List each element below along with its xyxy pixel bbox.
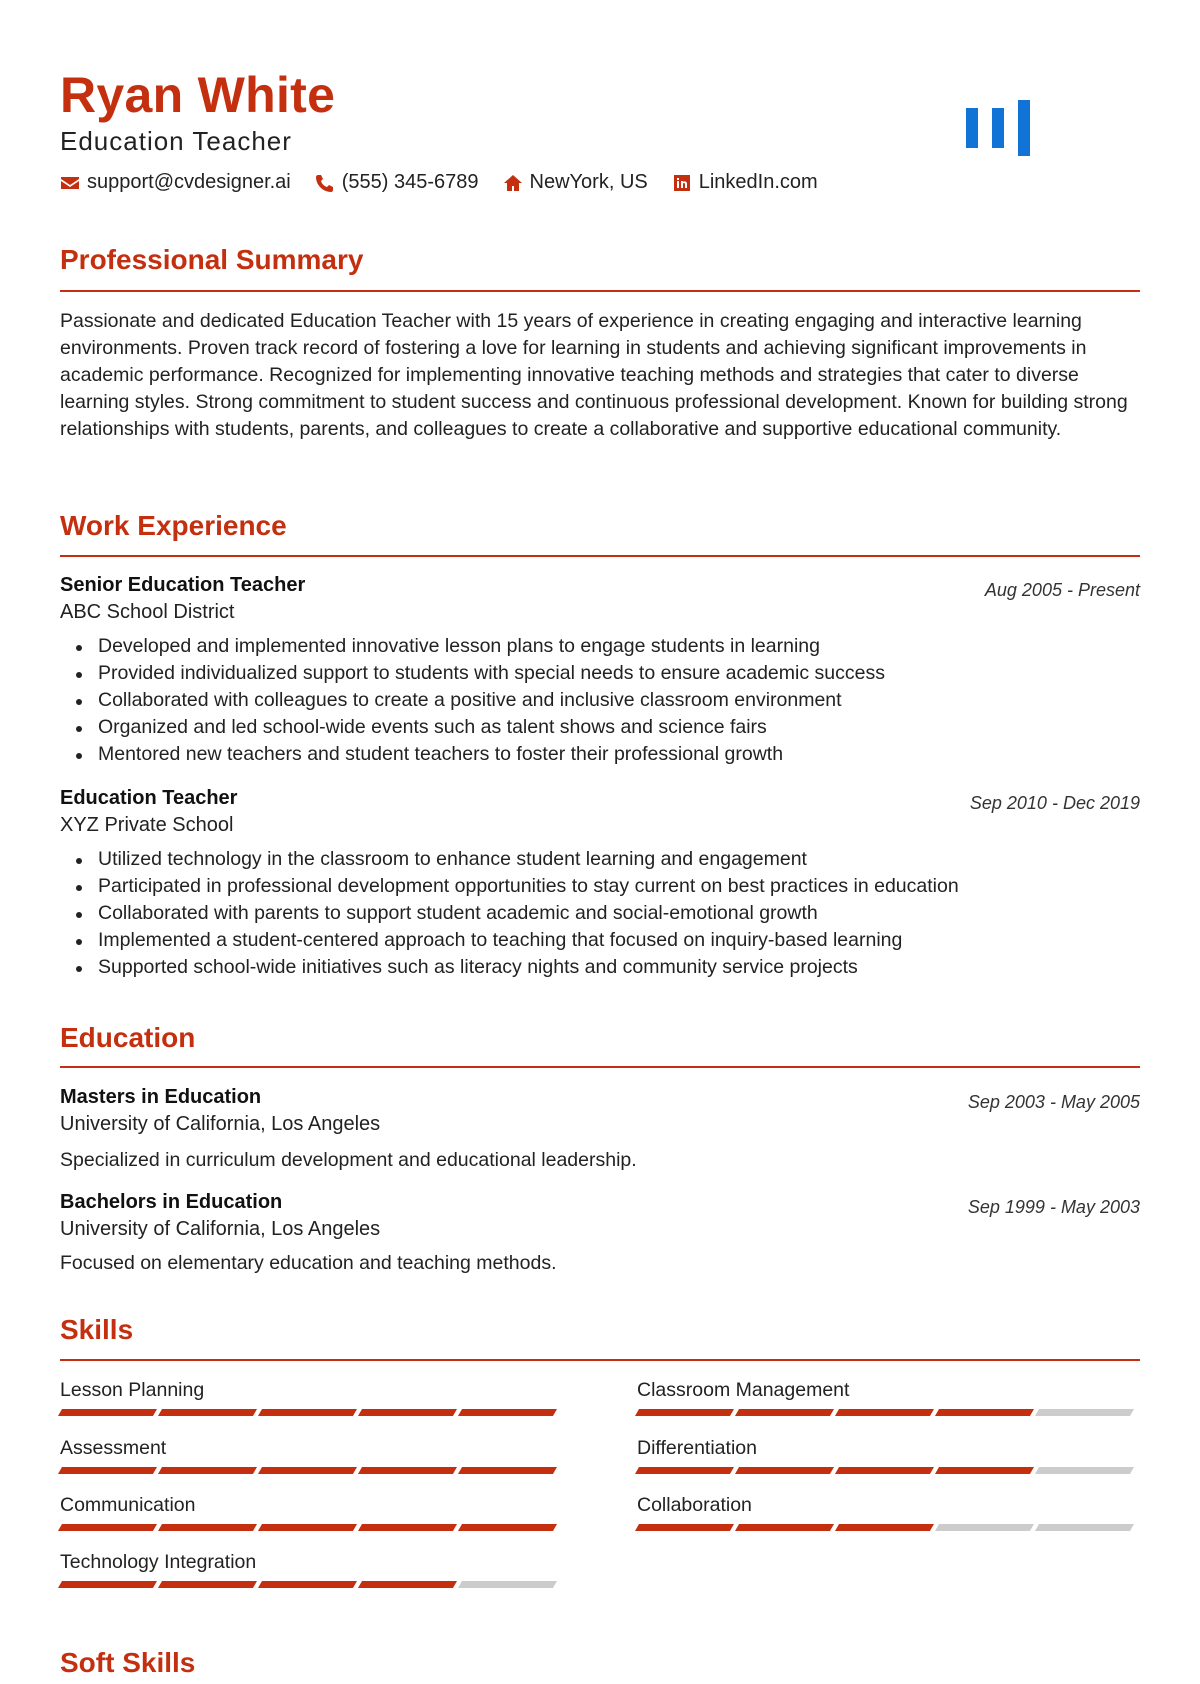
contact-phone-text: (555) 345-6789 [341, 171, 479, 193]
list-item: Participated in professional development opportunities to stay current on best practices in education [98, 873, 959, 900]
skill-segment-filled [58, 1409, 157, 1416]
skill-item [60, 1492, 560, 1531]
skill-segment-filled [735, 1524, 834, 1531]
phone-icon [315, 173, 335, 193]
degree-date: Sep 1999 - May 2003 [967, 1197, 1140, 1217]
home-icon [503, 173, 523, 193]
list-item: Provided individualized support to students with special needs to ensure academic success [98, 660, 885, 687]
linkedin-icon [672, 173, 692, 193]
skill-segment-filled [458, 1524, 557, 1531]
list-item: Utilized technology in the classroom to enhance student learning and engagement [98, 846, 959, 873]
skill-level-bar [60, 1467, 560, 1474]
list-item: Organized and led school-wide events such as talent shows and science fairs [98, 714, 885, 741]
skill-level-bar [637, 1524, 1137, 1531]
degree-school: University of California, Los Angeles [60, 1113, 381, 1135]
skill-segment-filled [258, 1581, 357, 1588]
skill-segment-filled [358, 1409, 457, 1416]
skills-heading: Skills [60, 1314, 134, 1345]
skill-segment-empty [1035, 1467, 1134, 1474]
skill-segment-filled [358, 1524, 457, 1531]
skill-segment-filled [58, 1581, 157, 1588]
job-title: Senior Education Teacher [60, 574, 306, 596]
job-date: Aug 2005 - Present [984, 580, 1140, 600]
education-divider [60, 1066, 1140, 1068]
job-date: Sep 2010 - Dec 2019 [969, 793, 1140, 813]
skill-segment-filled [635, 1409, 734, 1416]
skill-segment-filled [158, 1467, 257, 1474]
experience-heading: Work Experience [60, 510, 287, 541]
skill-segment-filled [635, 1467, 734, 1474]
list-item: Mentored new teachers and student teachers to foster their professional growth [98, 741, 885, 768]
contact-linkedin-text: LinkedIn.com [698, 171, 818, 193]
skill-segment-filled [835, 1467, 934, 1474]
job-org: ABC School District [60, 601, 235, 623]
job-org: XYZ Private School [60, 814, 234, 836]
candidate-title: Education Teacher [60, 126, 292, 156]
resume-header [60, 0, 1140, 200]
skill-name: Lesson Planning [60, 1379, 205, 1401]
skills-divider [60, 1359, 1140, 1361]
skill-segment-filled [258, 1409, 357, 1416]
skill-segment-filled [735, 1409, 834, 1416]
skill-segment-empty [458, 1581, 557, 1588]
skill-segment-filled [735, 1467, 834, 1474]
soft-skills-heading: Soft Skills [60, 1647, 196, 1678]
skill-segment-empty [935, 1524, 1034, 1531]
list-item: Supported school-wide initiatives such as literacy nights and community service projects [98, 954, 959, 981]
skill-item [60, 1549, 560, 1588]
degree-description: Focused on elementary education and teaching methods. [60, 1252, 557, 1274]
skill-name: Collaboration [637, 1494, 752, 1516]
job-bullet-list [98, 633, 885, 768]
experience-divider [60, 555, 1140, 557]
skill-segment-filled [158, 1524, 257, 1531]
skill-level-bar [60, 1581, 560, 1588]
contact-list [60, 171, 842, 194]
candidate-name: Ryan White [60, 67, 336, 123]
skill-name: Differentiation [637, 1437, 757, 1459]
skill-segment-filled [158, 1581, 257, 1588]
skill-segment-filled [258, 1467, 357, 1474]
skill-name: Classroom Management [637, 1379, 850, 1401]
contact-location-text: NewYork, US [529, 171, 648, 193]
contact-location[interactable] [503, 171, 648, 194]
envelope-icon [60, 173, 80, 193]
skill-segment-filled [935, 1409, 1034, 1416]
logo-bars-icon [963, 100, 1035, 162]
skill-segment-filled [58, 1524, 157, 1531]
job-title: Education Teacher [60, 787, 238, 809]
skill-segment-filled [835, 1524, 934, 1531]
skill-item [637, 1377, 1137, 1416]
contact-phone[interactable] [315, 171, 479, 194]
degree-date: Sep 2003 - May 2005 [967, 1092, 1140, 1112]
job-bullet-list [98, 846, 959, 981]
list-item: Collaborated with colleagues to create a positive and inclusive classroom environment [98, 687, 885, 714]
skill-segment-filled [458, 1467, 557, 1474]
degree-title: Masters in Education [60, 1086, 262, 1108]
skill-segment-filled [358, 1467, 457, 1474]
skill-segment-filled [258, 1524, 357, 1531]
contact-email[interactable] [60, 171, 291, 194]
degree-title: Bachelors in Education [60, 1191, 283, 1213]
skill-item [637, 1492, 1137, 1531]
contact-linkedin[interactable] [672, 171, 818, 194]
skill-item [637, 1435, 1137, 1474]
skill-item [60, 1377, 560, 1416]
summary-divider [60, 290, 1140, 292]
skill-level-bar [637, 1409, 1137, 1416]
skill-item [60, 1435, 560, 1474]
summary-heading: Professional Summary [60, 244, 364, 275]
skill-segment-filled [635, 1524, 734, 1531]
skill-segment-filled [58, 1467, 157, 1474]
skill-level-bar [60, 1524, 560, 1531]
list-item: Collaborated with parents to support student academic and social-emotional growth [98, 900, 959, 927]
skill-segment-filled [935, 1467, 1034, 1474]
degree-school: University of California, Los Angeles [60, 1218, 381, 1240]
skill-name: Assessment [60, 1437, 167, 1459]
skill-segment-filled [158, 1409, 257, 1416]
contact-email-text: support@cvdesigner.ai [87, 171, 291, 193]
education-heading: Education [60, 1022, 196, 1053]
skill-level-bar [637, 1467, 1137, 1474]
list-item: Implemented a student-centered approach to teaching that focused on inquiry-based learning [98, 927, 959, 954]
summary-text: Passionate and dedicated Education Teacher with 15 years of experience in creating engaging and interactive learning environments. Proven track record of fostering a love for learning in students and achieving significant improvements in academic performance. Recognized for implementing innovative teaching methods and strategies that cater to diverse learning styles. Strong commitment to student success and continuous professional development. Known for building strong relationships with students, parents, and colleagues to create a collaborative and supportive educational community. [60, 310, 1128, 440]
resume-page [60, 0, 1140, 1678]
skill-name: Communication [60, 1494, 196, 1516]
list-item: Developed and implemented innovative lesson plans to engage students in learning [98, 633, 885, 660]
skill-name: Technology Integration [60, 1551, 257, 1573]
skill-segment-filled [835, 1409, 934, 1416]
skill-segment-filled [458, 1409, 557, 1416]
degree-description: Specialized in curriculum development and educational leadership. [60, 1149, 637, 1171]
skill-segment-empty [1035, 1409, 1134, 1416]
skill-segment-empty [1035, 1524, 1134, 1531]
skill-level-bar [60, 1409, 560, 1416]
skill-segment-filled [358, 1581, 457, 1588]
